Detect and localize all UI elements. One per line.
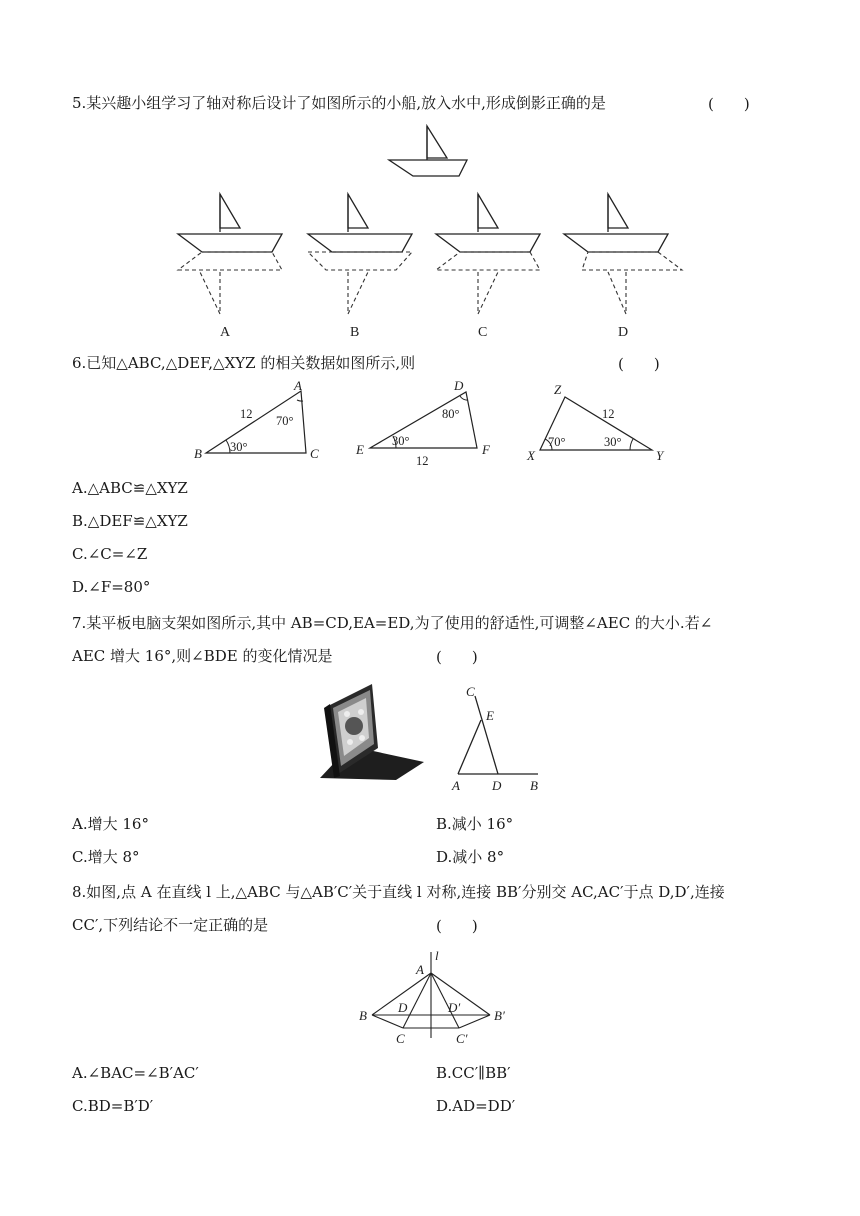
q7-label-e: E [486, 708, 494, 723]
q7-stem-line2: AEC 增大 16°,则∠BDE 的变化情况是 [72, 647, 333, 665]
q5-options-figure [170, 190, 710, 340]
q7-label-a: A [452, 778, 460, 793]
q6-option-c[interactable]: C.∠C=∠Z [72, 545, 148, 563]
q6-label-b: B [194, 446, 202, 461]
q6-stem: 6.已知△ABC,△DEF,△XYZ 的相关数据如图所示,则 [72, 354, 416, 372]
q6-answer-paren: ( ) [618, 355, 660, 373]
q7-label-b: B [530, 778, 538, 793]
q8-label-l: l [435, 948, 439, 963]
q8-option-d[interactable]: D.AD=DD′ [436, 1097, 516, 1115]
q6-label-d: D [454, 378, 464, 393]
q8-stem-line2: CC′,下列结论不一定正确的是 [72, 916, 269, 934]
q6-label-e: E [356, 442, 364, 457]
q8-label-c-prime: C′ [456, 1031, 468, 1046]
q7-option-c[interactable]: C.增大 8° [72, 848, 140, 866]
q6-xyz-angle-y: 30° [604, 435, 622, 449]
q7-label-d: D [492, 778, 502, 793]
q5-label-a: A [220, 325, 231, 340]
q8-label-b: B [359, 1008, 367, 1023]
q8-label-c: C [396, 1031, 405, 1046]
q6-abc-side: 12 [240, 407, 253, 421]
q5-option-b-figure [308, 194, 412, 314]
q8-label-a: A [416, 962, 424, 977]
q5-label-d: D [618, 325, 629, 340]
q5-option-d-figure [564, 194, 682, 314]
q6-option-a[interactable]: A.△ABC≌△XYZ [72, 479, 188, 497]
q6-label-c: C [310, 446, 319, 461]
q7-option-d[interactable]: D.减小 8° [436, 848, 505, 866]
q6-def-angle-d: 80° [442, 407, 460, 421]
q6-label-x: X [527, 448, 535, 463]
q8-option-c[interactable]: C.BD=B′D′ [72, 1097, 154, 1115]
q6-option-b[interactable]: B.△DEF≌△XYZ [72, 512, 188, 530]
q8-geometry-figure [356, 948, 516, 1048]
q6-def-angle-e: 30° [392, 434, 410, 448]
q7-option-b[interactable]: B.减小 16° [436, 815, 514, 833]
q7-option-a[interactable]: A.增大 16° [72, 815, 149, 833]
q5-stem: 5.某兴趣小组学习了轴对称后设计了如图所示的小船,放入水中,形成倒影正确的是 [72, 94, 606, 112]
q6-xyz-angle-x: 70° [548, 435, 566, 449]
q6-xyz-side: 12 [602, 407, 615, 421]
q7-answer-paren: ( ) [436, 648, 478, 666]
q8-label-d: D [398, 1000, 408, 1015]
q7-label-c: C [466, 684, 475, 699]
q8-label-d-prime: D′ [448, 1000, 461, 1015]
q7-stem-line1: 7.某平板电脑支架如图所示,其中 AB=CD,EA=ED,为了使用的舒适性,可调整∠AEC 的大小.若∠ [72, 614, 713, 632]
q6-def-side: 12 [416, 454, 429, 468]
q6-label-a: A [294, 378, 302, 393]
q6-abc-angle-a: 70° [276, 414, 294, 428]
q8-option-b[interactable]: B.CC′∥BB′ [436, 1064, 511, 1082]
q7-geometry-figure [446, 682, 556, 794]
q6-triangles-figure [190, 378, 670, 468]
q6-label-y: Y [656, 448, 664, 463]
q5-label-c: C [478, 325, 488, 340]
q5-answer-paren: ( ) [708, 95, 750, 113]
tablet-stand-photo [316, 682, 428, 782]
q8-option-a[interactable]: A.∠BAC=∠B′AC′ [72, 1064, 199, 1082]
q5-boat-figure [385, 124, 475, 182]
q6-label-z: Z [554, 382, 562, 397]
q8-label-b-prime: B′ [494, 1008, 505, 1023]
q8-stem-line1: 8.如图,点 A 在直线 l 上,△ABC 与△AB′C′关于直线 l 对称,连接 BB′分别交 AC,AC′于点 D,D′,连接 [72, 883, 725, 901]
q6-label-f: F [482, 442, 490, 457]
q5-option-c-figure [436, 194, 540, 314]
q8-answer-paren: ( ) [436, 917, 478, 935]
q6-option-d[interactable]: D.∠F=80° [72, 578, 151, 596]
q5-label-b: B [350, 325, 360, 340]
q5-option-a-figure [178, 194, 282, 314]
q6-abc-angle-b: 30° [230, 440, 248, 454]
